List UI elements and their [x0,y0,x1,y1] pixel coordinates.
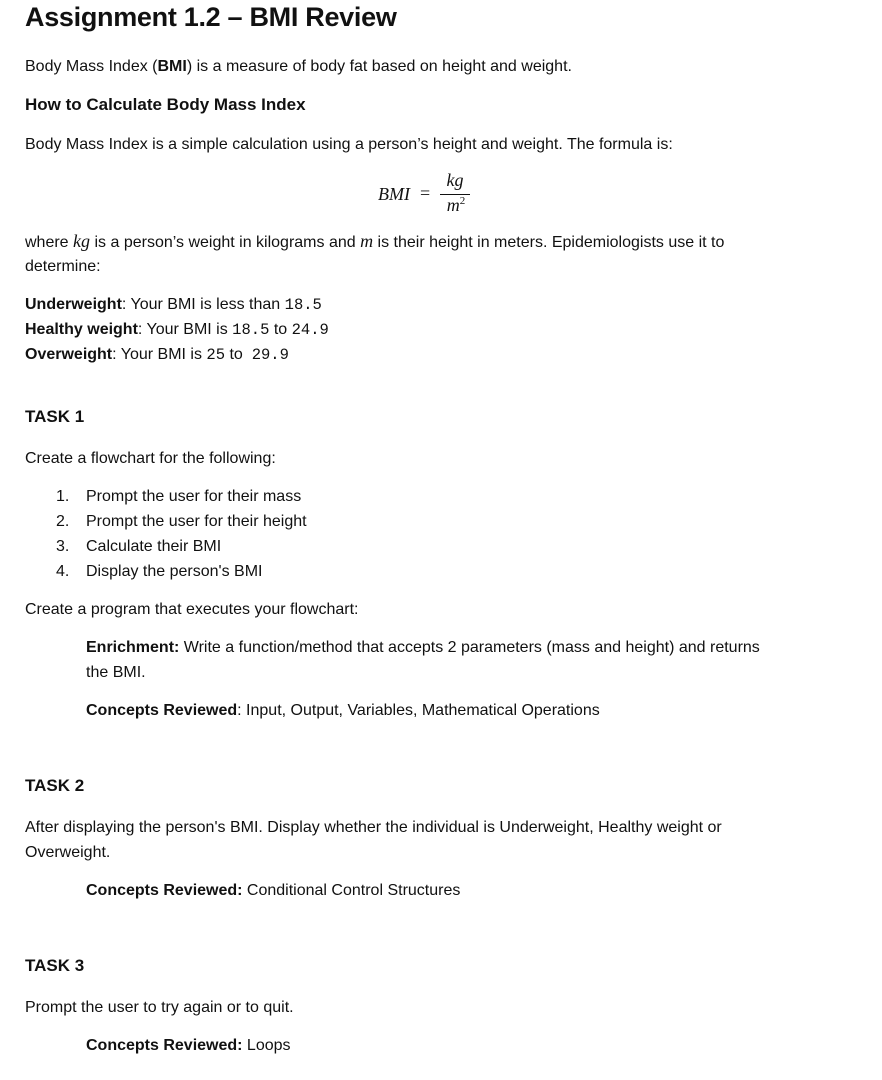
formula-intro: Body Mass Index is a simple calculation using a person’s height and weight. The formula is: [25,136,673,153]
category-text: : Your BMI is [137,321,233,338]
step-text: Prompt the user for their mass [86,488,302,505]
task1-step [56,534,221,559]
category-value-low: 25 [206,346,226,364]
task2-text-line2: Overweight. [25,844,111,861]
category-to: to [269,321,292,338]
step-text: Prompt the user for their height [86,513,307,530]
task3-concepts [86,1033,291,1058]
category-underweight [25,292,322,318]
formula-denominator [442,195,470,216]
concepts-text: Loops [242,1037,291,1054]
category-label: Underweight [25,296,122,313]
intro-text-before: Body Mass Index ( [25,58,158,75]
step-text: Display the person's BMI [86,563,263,580]
formula-exponent: 2 [459,195,466,207]
task1-concepts [86,698,600,723]
step-number: 3. [56,538,70,555]
category-label: Healthy weight [25,321,138,338]
step-number: 2. [56,513,70,530]
formula-numerator: kg [446,170,464,190]
where-text-3: is their height in meters. Epidemiologists use it to [373,234,725,251]
category-text: : Your BMI is less than [121,296,285,313]
task1-step [56,484,301,509]
task1-heading: TASK 1 [25,407,85,426]
formula-equals: = [420,183,431,203]
concepts-text: : Input, Output, Variables, Mathematical Operations [237,702,600,719]
where-kg-symbol: kg [73,231,91,251]
task2-text-line1: After displaying the person's BMI. Display whether the individual is Underweight, Healthy weight or [25,819,722,836]
step-text: Calculate their BMI [86,538,222,555]
concepts-text: Conditional Control Structures [242,882,461,899]
formula-lhs: BMI [378,184,410,204]
bmi-formula [378,170,488,218]
concepts-label: Concepts Reviewed: [86,882,243,899]
task3-text: Prompt the user to try again or to quit. [25,999,294,1016]
concepts-label: Concepts Reviewed: [86,1037,243,1054]
task2-heading: TASK 2 [25,776,85,795]
category-value: 18.5 [284,296,322,314]
task1-step [56,559,262,584]
step-number: 1. [56,488,70,505]
how-to-heading: How to Calculate Body Mass Index [25,95,306,114]
category-healthy [25,317,329,343]
where-text-2: is a person’s weight in kilograms and [90,234,361,251]
task1-step [56,509,307,534]
task1-program: Create a program that executes your flowchart: [25,601,359,618]
where-line-1 [25,229,724,255]
step-number: 4. [56,563,70,580]
category-text: : Your BMI is [112,346,207,363]
category-value-low: 18.5 [232,321,270,339]
category-label: Overweight [25,346,113,363]
enrichment-text: Write a function/method that accepts 2 parameters (mass and height) and returns [179,639,760,656]
category-value-high: 24.9 [291,321,329,339]
category-to: to [225,346,252,363]
page-title: Assignment 1.2 – BMI Review [25,2,397,32]
where-m-symbol: m [360,231,374,251]
intro-bmi-abbrev: BMI [157,58,187,75]
enrichment-label: Enrichment: [86,639,180,656]
formula-denominator-base: m [446,195,460,215]
task1-intro: Create a flowchart for the following: [25,450,276,467]
task2-concepts [86,878,460,903]
task1-enrichment-line2: the BMI. [86,664,146,681]
where-line-2: determine: [25,258,101,275]
task3-heading: TASK 3 [25,956,85,975]
where-text-1: where [25,234,74,251]
intro-text-after: ) is a measure of body fat based on height and weight. [186,58,572,75]
concepts-label: Concepts Reviewed [86,702,238,719]
task1-enrichment-line1 [86,635,760,660]
category-value-high: 29.9 [251,346,289,364]
intro-paragraph [25,54,572,79]
category-overweight [25,342,289,368]
